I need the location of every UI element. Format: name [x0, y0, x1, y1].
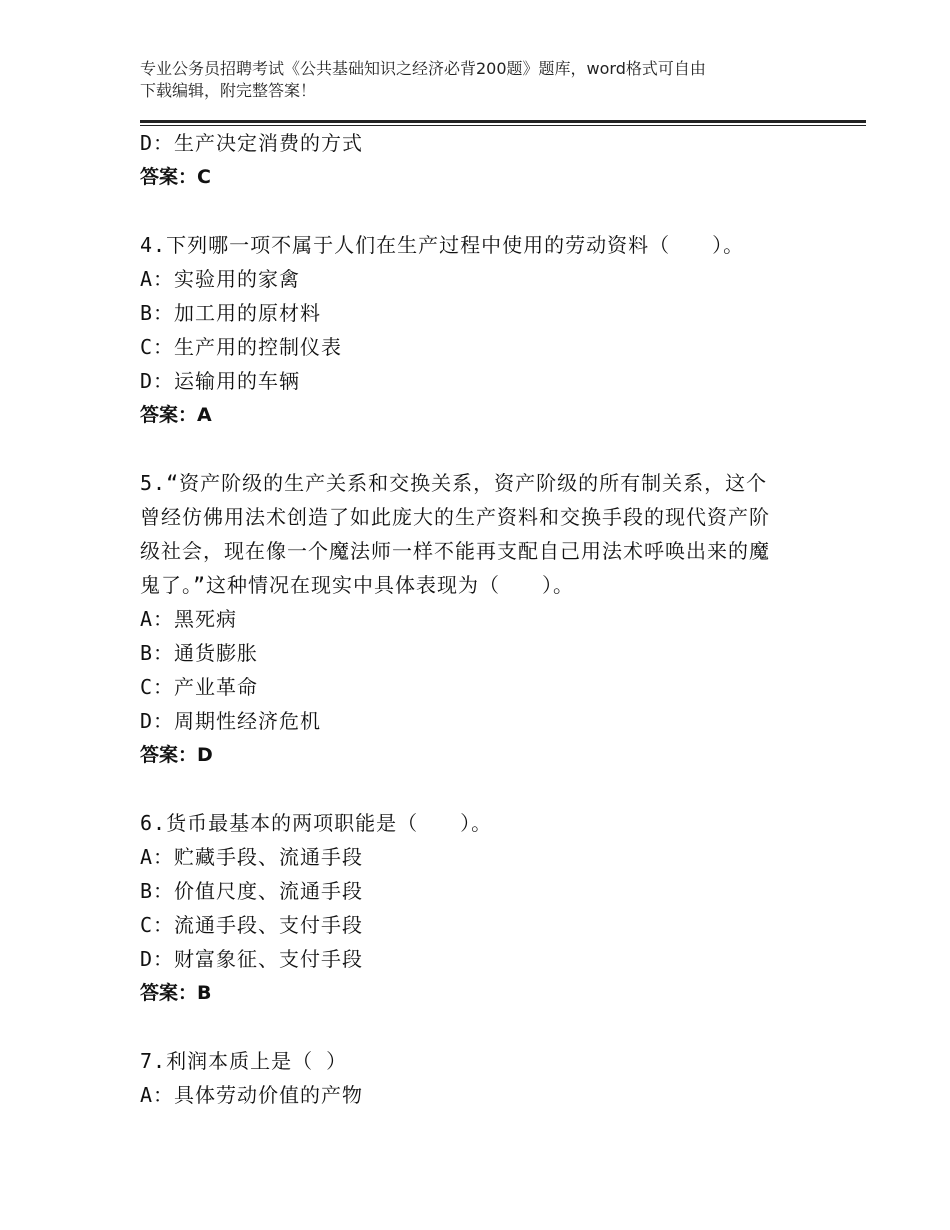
- spacer: [140, 1010, 840, 1044]
- option-c: C：流通手段、支付手段: [140, 913, 364, 937]
- question-stem: 6.货币最基本的两项职能是（ ）。: [140, 811, 493, 835]
- option-d: D：周期性经济危机: [140, 709, 322, 733]
- option-d: D：财富象征、支付手段: [140, 947, 364, 971]
- option-b: B：通货膨胀: [140, 641, 259, 665]
- header-line-2: 下载编辑，附完整答案！: [140, 81, 317, 100]
- question-stem-line: 级社会，现在像一个魔法师一样不能再支配自己用法术呼唤出来的魔: [140, 539, 770, 563]
- answer: 答案：D: [140, 744, 213, 766]
- answer: 答案：B: [140, 982, 212, 1004]
- header-line-1: 专业公务员招聘考试《公共基础知识之经济必背200题》题库，word格式可自由: [140, 59, 706, 78]
- option-d: D：运输用的车辆: [140, 369, 301, 393]
- document-header: [140, 58, 830, 102]
- answer: 答案：C: [140, 166, 211, 188]
- question-list: [140, 126, 840, 1112]
- option-a: A：实验用的家禽: [140, 267, 301, 291]
- option-b: B：价值尺度、流通手段: [140, 879, 364, 903]
- option-c: C：生产用的控制仪表: [140, 335, 343, 359]
- question-7: [140, 1044, 840, 1112]
- option-a: A：具体劳动价值的产物: [140, 1083, 364, 1107]
- spacer: [140, 772, 840, 806]
- answer: 答案：A: [140, 404, 212, 426]
- question-stem: 7.利润本质上是（ ）: [140, 1049, 348, 1073]
- question-stem-line: 5.“资产阶级的生产关系和交换关系，资产阶级的所有制关系，这个: [140, 471, 768, 495]
- question-stem-line: 鬼了。”这种情况在现实中具体表现为（ ）。: [140, 573, 575, 597]
- option-c: C：产业革命: [140, 675, 259, 699]
- question-3: [140, 126, 840, 194]
- option-a: A：贮藏手段、流通手段: [140, 845, 364, 869]
- option-d: D：生产决定消费的方式: [140, 131, 364, 155]
- option-a: A：黑死病: [140, 607, 238, 631]
- spacer: [140, 194, 840, 228]
- question-stem: 4.下列哪一项不属于人们在生产过程中使用的劳动资料（ ）。: [140, 233, 745, 257]
- question-5: [140, 466, 840, 772]
- spacer: [140, 432, 840, 466]
- header-rule-thick: [140, 120, 866, 123]
- question-6: [140, 806, 840, 1010]
- question-stem-line: 曾经仿佛用法术创造了如此庞大的生产资料和交换手段的现代资产阶: [140, 505, 770, 529]
- question-4: [140, 228, 840, 432]
- option-b: B：加工用的原材料: [140, 301, 322, 325]
